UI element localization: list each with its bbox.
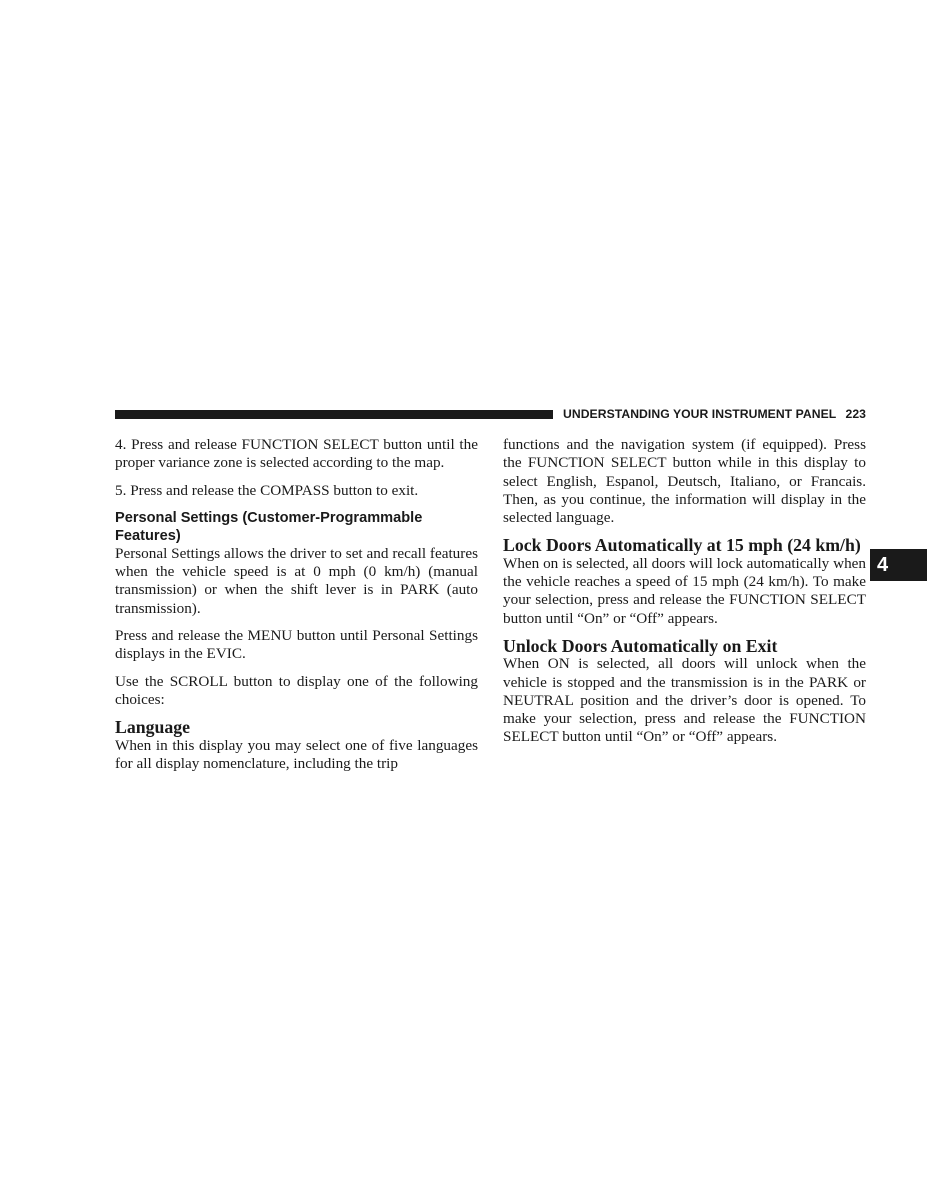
scroll-paragraph: Use the SCROLL button to display one of the following choices: [115,672,478,708]
menu-paragraph: Press and release the MENU button until Personal Settings displays in the EVIC. [115,627,478,663]
running-header [563,406,866,423]
chapter-tab: 4 [870,549,927,581]
header-title: UNDERSTANDING YOUR INSTRUMENT PANEL [563,407,837,421]
unlock-doors-paragraph: When ON is selected, all doors will unlock when the vehicle is stopped and the transmission is in the PARK or NEUTRAL position and the driver’s door is opened. To make your selection, press and release the FUNCTION SELECT button until “On” or “Off” appears. [503,655,866,746]
step-5: 5. Press and release the COMPASS button to exit. [115,481,419,499]
lock-doors-heading: Lock Doors Automatically at 15 mph (24 km/h) [503,535,861,556]
unlock-doors-heading: Unlock Doors Automatically on Exit [503,635,778,656]
language-heading: Language [115,717,191,738]
language-paragraph: When in this display you may select one of five languages for all display nomenclature, including the trip [115,736,478,772]
header-rule [115,410,553,419]
section-heading: Personal Settings (Customer-Programmable Features) [115,509,423,544]
step-4: 4. Press and release FUNCTION SELECT button until the proper variance zone is selected according to the map. [115,436,478,472]
lock-doors-paragraph: When on is selected, all doors will lock automatically when the vehicle reaches a speed of 15 mph (24 km/h). To make your selection, press and release the FUNCTION SELECT button until “On” or “Off” appears. [503,554,866,627]
intro-paragraph: Personal Settings allows the driver to set and recall features when the vehicle speed is at 0 mph (0 km/h) (manual transmission) or when the shift lever is in PARK (auto transmission). [115,544,478,617]
language-continued: functions and the navigation system (if equipped). Press the FUNCTION SELECT button while in this display to select English, Espanol, Deutsch, Italiano, or Francais. Then, as you continue, the information will display in the selected language. [503,436,866,527]
left-column [115,436,478,773]
right-column [503,436,866,747]
page-number: 223 [845,407,866,421]
